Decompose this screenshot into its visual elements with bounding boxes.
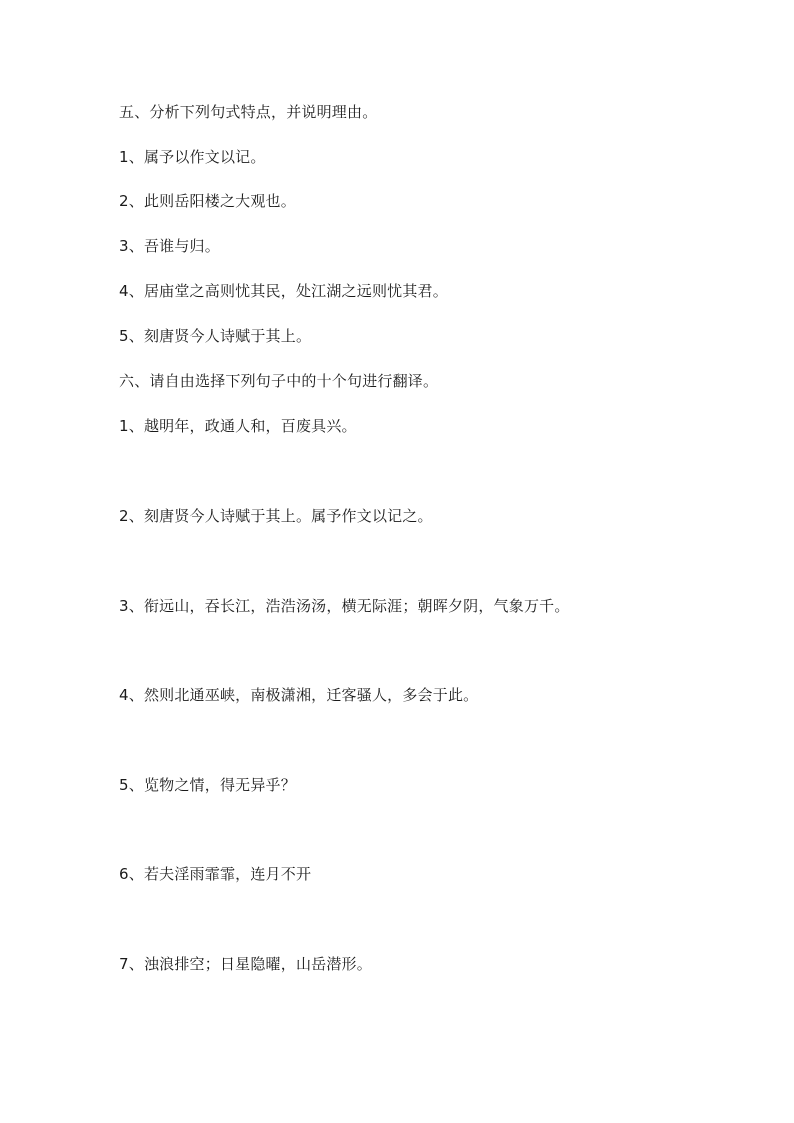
section6-item-7: 7、浊浪排空；日星隐曜，山岳潜形。 bbox=[119, 955, 372, 973]
section6-item-5: 5、览物之情，得无异乎？ bbox=[119, 776, 296, 794]
section6-item-1: 1、越明年，政通人和，百废具兴。 bbox=[119, 417, 357, 435]
section6-item-6: 6、若夫淫雨霏霏，连月不开 bbox=[119, 865, 312, 883]
section5-item-4: 4、居庙堂之高则忧其民，处江湖之远则忧其君。 bbox=[119, 282, 448, 300]
section6-item-2: 2、刻唐贤今人诗赋于其上。属予作文以记之。 bbox=[119, 507, 433, 525]
section5-item-3: 3、吾谁与归。 bbox=[119, 237, 220, 255]
section6-item-3: 3、衔远山，吞长江，浩浩汤汤，横无际涯；朝晖夕阴，气象万千。 bbox=[119, 597, 570, 615]
section5-item-1: 1、属予以作文以记。 bbox=[119, 148, 266, 166]
section5-heading: 五、分析下列句式特点，并说明理由。 bbox=[119, 103, 378, 121]
section6-item-4: 4、然则北通巫峡，南极潇湘，迁客骚人，多会于此。 bbox=[119, 686, 479, 704]
section5-item-2: 2、此则岳阳楼之大观也。 bbox=[119, 192, 296, 210]
section5-item-5: 5、刻唐贤今人诗赋于其上。 bbox=[119, 327, 312, 345]
section6-heading: 六、请自由选择下列句子中的十个句进行翻译。 bbox=[119, 372, 439, 390]
